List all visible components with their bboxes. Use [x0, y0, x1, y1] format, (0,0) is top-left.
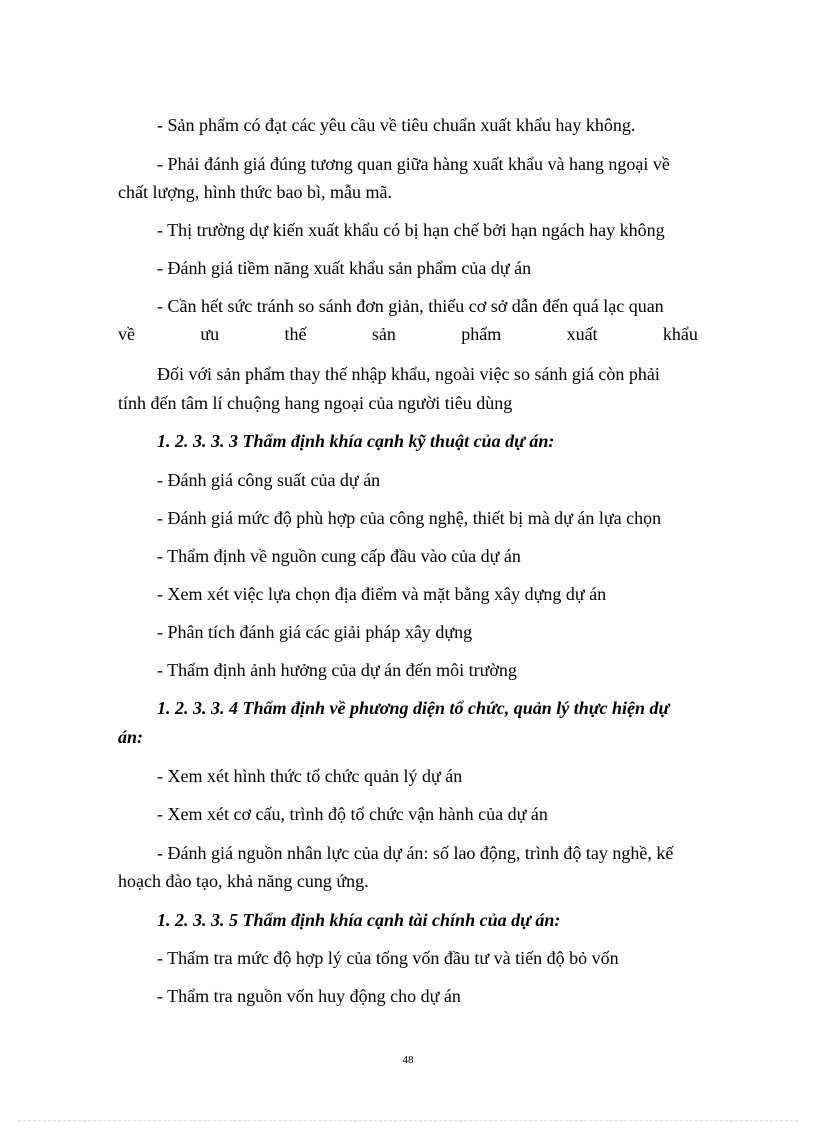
page-bottom-divider — [18, 1120, 798, 1121]
paragraph-line: - Phân tích đánh giá các giải pháp xây dựng — [157, 622, 473, 642]
paragraph-line: - Sản phẩm có đạt các yêu cầu về tiêu chuẩn xuất khẩu hay không. — [157, 115, 636, 135]
section-heading: 1. 2. 3. 3. 3 Thẩm định khía cạnh kỹ thuật của dự án: — [157, 431, 555, 451]
word: khẩu — [662, 324, 698, 344]
paragraph-line: Đối với sản phẩm thay thế nhập khẩu, ngoài việc so sánh giá còn phải — [157, 364, 660, 384]
paragraph-line: - Đánh giá tiềm năng xuất khẩu sản phẩm của dự án — [157, 258, 532, 278]
word: thế — [284, 324, 307, 344]
word: ưu — [200, 324, 220, 344]
paragraph-line: - Phải đánh giá đúng tương quan giữa hàng xuất khẩu và hang ngoại về — [157, 154, 670, 174]
paragraph-line: - Xem xét cơ cấu, trình độ tổ chức vận hành của dự án — [157, 804, 548, 824]
paragraph-line: - Thị trường dự kiến xuất khẩu có bị hạn chế bởi hạn ngách hay không — [157, 220, 665, 240]
paragraph-line: hoạch đào tạo, khả năng cung ứng. — [118, 871, 369, 891]
paragraph-line: - Thẩm tra nguồn vốn huy động cho dự án — [157, 986, 461, 1006]
paragraph-line: - Đánh giá công suất của dự án — [157, 470, 381, 490]
paragraph-line: - Thẩm định ảnh hưởng của dự án đến môi trường — [157, 660, 517, 680]
paragraph-line: - Xem xét hình thức tổ chức quản lý dự án — [157, 766, 463, 786]
section-heading: 1. 2. 3. 3. 5 Thẩm định khía cạnh tài chính của dự án: — [157, 910, 561, 930]
paragraph-line: - Thẩm tra mức độ hợp lý của tổng vốn đầu tư và tiến độ bỏ vốn — [157, 948, 619, 968]
paragraph-line: - Đánh giá mức độ phù hợp của công nghệ, thiết bị mà dự án lựa chọn — [157, 508, 662, 528]
paragraph-line: - Thẩm định về nguồn cung cấp đầu vào của dự án — [157, 546, 521, 566]
section-heading-continued: án: — [118, 727, 144, 747]
word: sản — [371, 324, 396, 344]
paragraph-line: tính đến tâm lí chuộng hang ngoại của người tiêu dùng — [118, 393, 513, 413]
paragraph-line: - Cần hết sức tránh so sánh đơn giản, thiếu cơ sở dẫn đến quá lạc quan — [157, 296, 664, 316]
page-number: 48 — [402, 1054, 414, 1066]
section-heading: 1. 2. 3. 3. 4 Thẩm định về phương diện tổ chức, quản lý thực hiện dự — [157, 698, 670, 718]
paragraph-line: chất lượng, hình thức bao bì, mẫu mã. — [118, 182, 392, 202]
paragraph-line: - Đánh giá nguồn nhân lực của dự án: số lao động, trình độ tay nghề, kế — [157, 843, 674, 863]
paragraph-line: - Xem xét việc lựa chọn địa điểm và mặt bằng xây dựng dự án — [157, 584, 607, 604]
justified-line — [118, 323, 698, 345]
word: về — [118, 324, 135, 344]
word: xuất — [566, 324, 598, 344]
word: phẩm — [461, 324, 502, 344]
